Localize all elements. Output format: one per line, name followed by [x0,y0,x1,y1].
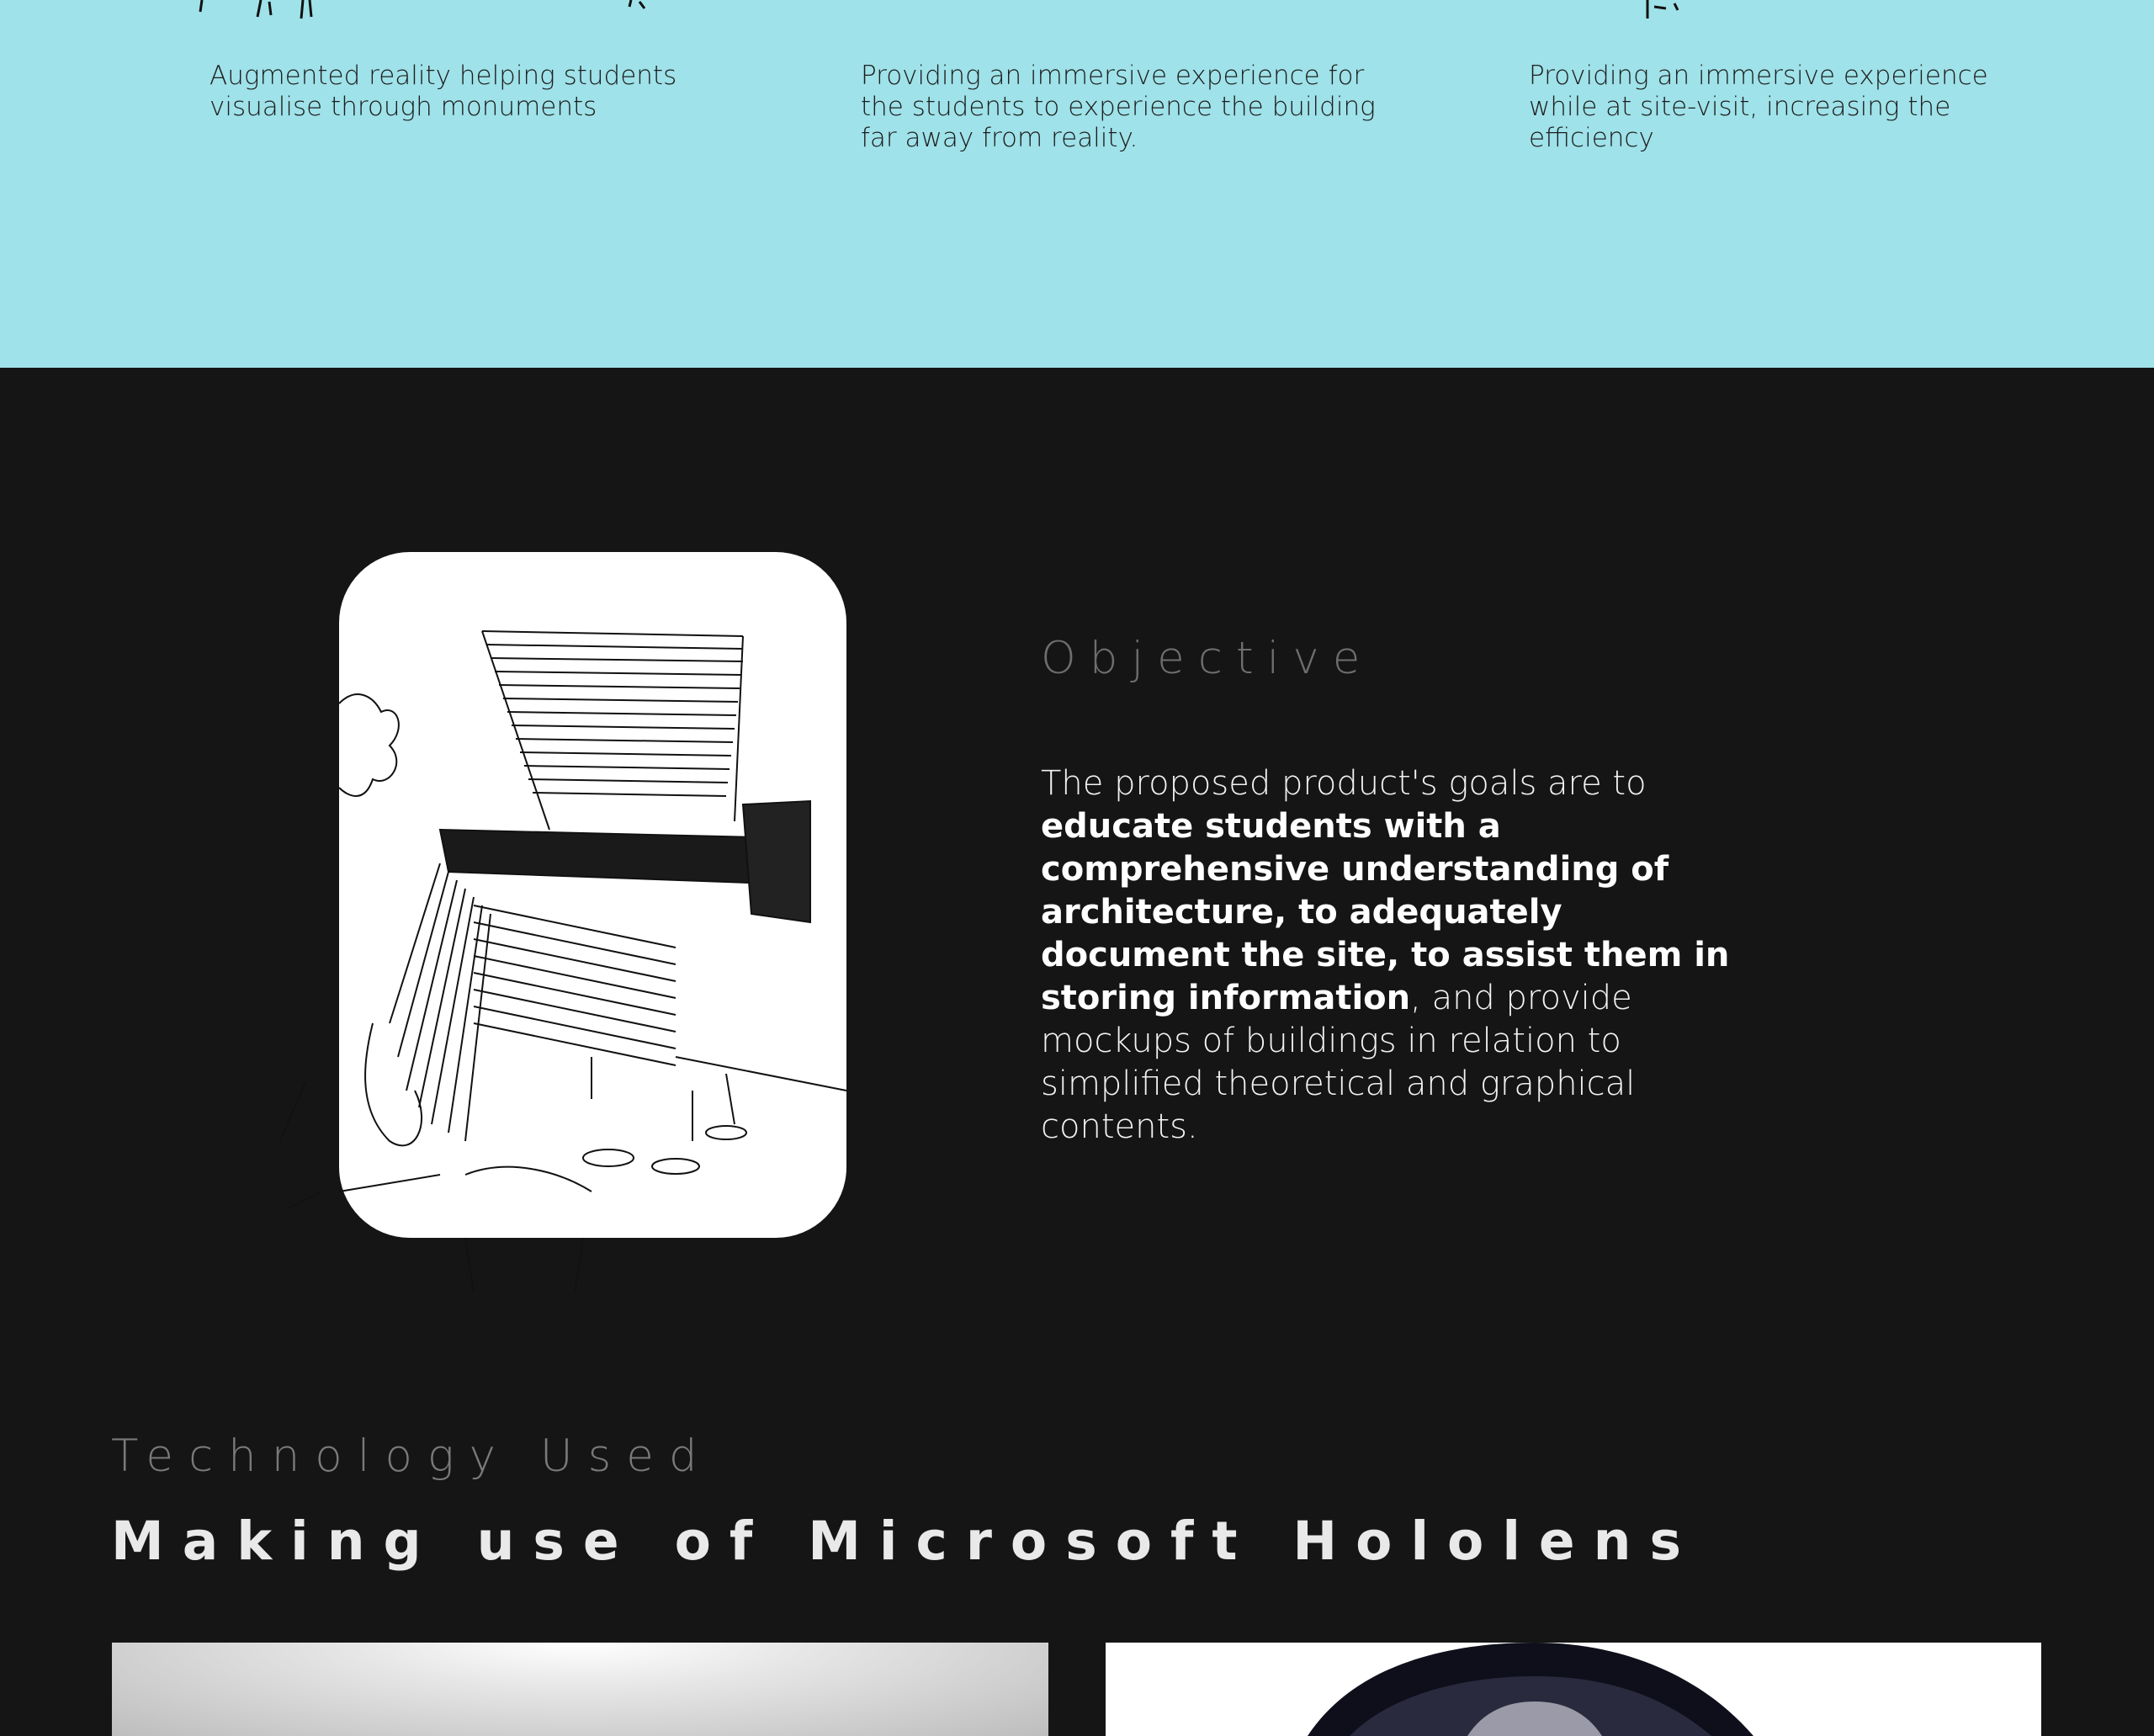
feature-monuments-text: Augmented reality helping students visualise through monuments [210,61,677,122]
hololens-photo-left [112,1643,1048,1736]
building-sketch-icon [1632,0,1716,20]
hololens-headset-image [1106,1643,2041,1736]
architecture-sketch-image [339,552,846,1238]
features-band [0,0,2154,368]
feature-site-visit-text: Providing an immersive experience while at site-visit, increasing the efficiency [1529,61,1988,153]
monument-sketch-icon [194,0,656,20]
objective-description [1041,762,1731,1149]
objective-bold-text: educate students with a comprehensive understanding of architecture, to adequately document the site, to assist them in storing information [1041,807,1730,1017]
feature-immersive-text: Providing an immersive experience for the students to experience the building far away from reality. [861,61,1376,153]
objective-heading: Objective [1041,633,1374,684]
objective-rest-text: , and provide mockups of buildings in relation to simplified theoretical and graphical contents. [1041,979,1636,1146]
hololens-photo-right [1106,1643,2041,1736]
architecture-sketch-drawing [339,552,846,1238]
objective-intro-text: The proposed product's goals are to [1041,764,1647,803]
technology-title: Making use of Microsoft Hololens [111,1510,1700,1572]
technology-label: Technology Used [111,1431,713,1482]
